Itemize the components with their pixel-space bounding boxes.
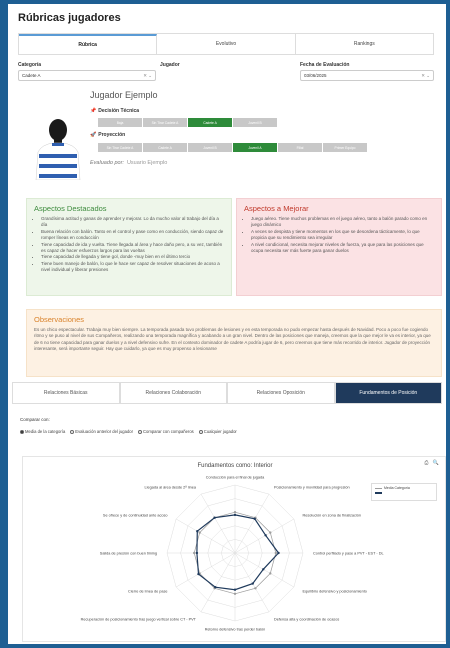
tab-fundamentos-posicion[interactable]: Fundamentos de Posición xyxy=(335,382,443,403)
radar-point xyxy=(193,552,195,554)
radar-axis-label: Conducción para el final de jugada xyxy=(205,475,265,480)
radar-point xyxy=(254,587,256,589)
compare-radio[interactable]: Cualquier jugador xyxy=(199,429,237,434)
tab-evolutivo[interactable]: Evolutivo xyxy=(157,34,295,54)
projection-option[interactable]: Cadete A xyxy=(143,143,187,152)
highlights-box xyxy=(26,198,232,296)
radar-axis-label: Recuperación de posicionamiento tras juego vertical sobre CT - PVT xyxy=(80,617,196,622)
radar-point xyxy=(269,572,271,574)
radar-point xyxy=(234,589,236,591)
radio-dot xyxy=(138,430,142,434)
categoria-value: Cadete A xyxy=(22,73,41,78)
highlights-list xyxy=(34,216,224,274)
radar-point xyxy=(275,552,277,554)
projection-option[interactable]: Sin Tirar Cadete A xyxy=(98,143,142,152)
list-item: • Grandísima actitud y ganas de aprender y mejorar. Lo da mucho valor al trabajo del día a día xyxy=(41,216,224,229)
clear-chevron-icon[interactable]: ✕ ⌄ xyxy=(143,73,152,78)
jugador-select[interactable] xyxy=(160,70,298,81)
decision-option[interactable]: Sin Tirar Cadete A xyxy=(143,118,187,127)
categoria-select[interactable] xyxy=(18,70,156,81)
observations-title: Observaciones xyxy=(34,315,85,324)
radar-point xyxy=(199,531,201,533)
legend-swatch xyxy=(375,492,382,494)
radar-point xyxy=(264,534,266,536)
radar-point xyxy=(262,568,264,570)
evaluator-name: Usuario Ejemplo xyxy=(126,160,168,166)
radar-point xyxy=(269,531,271,533)
radar-chart-panel xyxy=(22,456,446,642)
relations-tabs xyxy=(12,382,442,404)
page-title: Rúbricas jugadores xyxy=(18,12,121,24)
radar-axis-label: Control perfilado y pase a PVT - EST - DL xyxy=(313,551,384,556)
projection-label: 🚀 Proyección xyxy=(90,132,126,138)
radar-point xyxy=(252,582,254,584)
tab-relaciones-basicas[interactable]: Relaciones Básicas xyxy=(12,382,120,403)
decision-options xyxy=(98,118,277,127)
list-item: • A veces se despista y tiene momentos en los que se desordena tácticamente, lo que propicia que su rendimiento sea irregular xyxy=(251,229,434,242)
legend-item[interactable] xyxy=(375,492,433,494)
player-photo xyxy=(30,114,86,180)
observations-box xyxy=(26,309,442,377)
radio-dot xyxy=(20,430,24,434)
radar-axis-label: Cierre de línea de pase xyxy=(128,589,168,594)
observations-text: Es un chico espectacular. Trabaja muy bien siempre. La temporada pasada tuvo problemas de lesiones y en esta temporada no pudo empezar hasta después de Navidad. Poco a poco fue cogiendo ritmo y se puso al nivel de sus Compañeros, realizando una temporada magnífica y acabando a un gran nivel. Dentro de las posiciones que maneja, creemos que la que mejor le va es interior, ya que de 6 no tiene capacidad para ganar duelos y a nivel defensivo sufre. En el contexto dominador de cadete A podría jugar de 6, pero creemos que tiene más recorrido de interior. Jugador de proyección interesante, será importante seguir. Hay que cuidarlo, ya que es muy propenso a lesionarse xyxy=(34,327,431,352)
fecha-label: Fecha de Evaluación xyxy=(300,62,350,68)
projection-option[interactable]: Juvenil A xyxy=(233,143,277,152)
radar-series-line xyxy=(197,515,279,590)
rocket-icon: 🚀 xyxy=(90,132,97,138)
player-name: Jugador Ejemplo xyxy=(90,90,158,100)
camera-icon[interactable]: ⎙ xyxy=(424,460,429,466)
radar-point xyxy=(254,518,256,520)
radio-dot xyxy=(199,430,203,434)
legend-swatch xyxy=(375,488,382,489)
radar-point xyxy=(196,552,198,554)
chart-title: Fundamentos como: Interior xyxy=(197,463,273,469)
radar-axis-label: Resolución en zona de finalización xyxy=(302,513,361,518)
radar-axis-label: Llegada al área desde 2ª línea xyxy=(144,485,196,490)
list-item: • A nivel condicional, necesita mejorar niveles de fuerza, ya que para las posiciones que ocupa necesita ser más fuerte para ganar duelos xyxy=(251,242,434,255)
radar-point xyxy=(213,517,215,519)
radar-point xyxy=(196,530,198,532)
clear-chevron-icon[interactable]: ✕ ⌄ xyxy=(421,73,430,78)
compare-radio[interactable]: Media de la categoría xyxy=(20,429,65,434)
projection-option[interactable]: Primer Equipo xyxy=(323,143,367,152)
list-item: • Tiene capacidad de llegada y tiene gol, donde -muy bien en el último tercio xyxy=(41,254,224,260)
evaluated-by: Evaluado por: Usuario Ejemplo xyxy=(90,160,168,166)
tab-rubrica[interactable]: Rúbrica xyxy=(19,34,157,54)
radar-axis-label: Equilibrio defensivo y posicionamiento xyxy=(302,589,367,594)
list-item: • Tiene capacidad de ida y vuelta. Tiene llegada al área y hace daño pero, a su vez, también es capaz de hacer esfuerzos largos para las vueltas xyxy=(41,242,224,255)
pin-icon: 📌 xyxy=(90,108,97,114)
decision-option[interactable]: Cadete A xyxy=(188,118,232,127)
list-item: • Tiene buen manejo de balón, lo que le hace ser capaz de resolver situaciones de acoso a nivel individual y liberar presiones xyxy=(41,261,224,274)
radar-axis-label: Se ofrece y de continuidad ante acoso xyxy=(102,513,168,518)
decision-option[interactable]: Juvenil B xyxy=(233,118,277,127)
radar-point xyxy=(234,514,236,516)
list-item: • Juego aéreo. Tiene muchos problemas en el juego aéreo, tanto a balón parado como en juego dinámico xyxy=(251,216,434,229)
projection-options xyxy=(98,143,367,152)
fecha-value: 03/06/2025 xyxy=(304,73,327,78)
fecha-select[interactable] xyxy=(300,70,434,81)
page-panel xyxy=(8,4,446,644)
radar-axis-label: Defensa alta y coordinación de ocasos xyxy=(274,617,340,622)
highlights-title: Aspectos Destacados xyxy=(34,204,107,213)
jugador-label: Jugador xyxy=(160,62,180,68)
improvements-list xyxy=(244,216,434,254)
tab-relaciones-oposicion[interactable]: Relaciones Oposición xyxy=(227,382,335,403)
compare-radio[interactable]: Comparar con compañeros xyxy=(138,429,194,434)
improvements-title: Aspectos a Mejorar xyxy=(244,204,309,213)
tab-relaciones-colaboracion[interactable]: Relaciones Colaboración xyxy=(120,382,228,403)
radar-axis-label: Posicionamiento y movilidad para progresión xyxy=(274,485,350,490)
compare-label: Comparar con: xyxy=(20,417,50,422)
radar-point xyxy=(234,511,236,513)
radar-axis-label: Salida de presión con buen timing xyxy=(99,551,157,556)
tab-rankings[interactable]: Rankings xyxy=(353,41,375,47)
projection-option[interactable]: Filial xyxy=(278,143,322,152)
improvements-box xyxy=(236,198,442,296)
main-tabs xyxy=(18,33,434,55)
compare-radio-group xyxy=(20,429,237,434)
radio-dot xyxy=(70,430,74,434)
categoria-label: Categoría xyxy=(18,62,42,68)
radar-point xyxy=(234,593,236,595)
decision-option[interactable]: Baja xyxy=(98,118,142,127)
radar-axis-label: Retorno defensivo tras perder balón xyxy=(204,627,266,632)
radar-point xyxy=(277,552,279,554)
list-item: • Buena relación con balón. Tanto en el control y pase como en conducción, siendo capaz de romper líneas en conducción xyxy=(41,229,224,242)
decision-label: 📌 Decisión Técnica xyxy=(90,108,140,114)
legend-item[interactable]: Media Categoría xyxy=(375,486,433,490)
chart-legend xyxy=(371,483,437,501)
zoom-icon[interactable]: 🔍 xyxy=(432,460,439,466)
compare-radio[interactable]: Evaluación anterior del jugador xyxy=(70,429,133,434)
radar-point xyxy=(197,573,199,575)
projection-option[interactable]: Juvenil B xyxy=(188,143,232,152)
radar-point xyxy=(214,586,216,588)
